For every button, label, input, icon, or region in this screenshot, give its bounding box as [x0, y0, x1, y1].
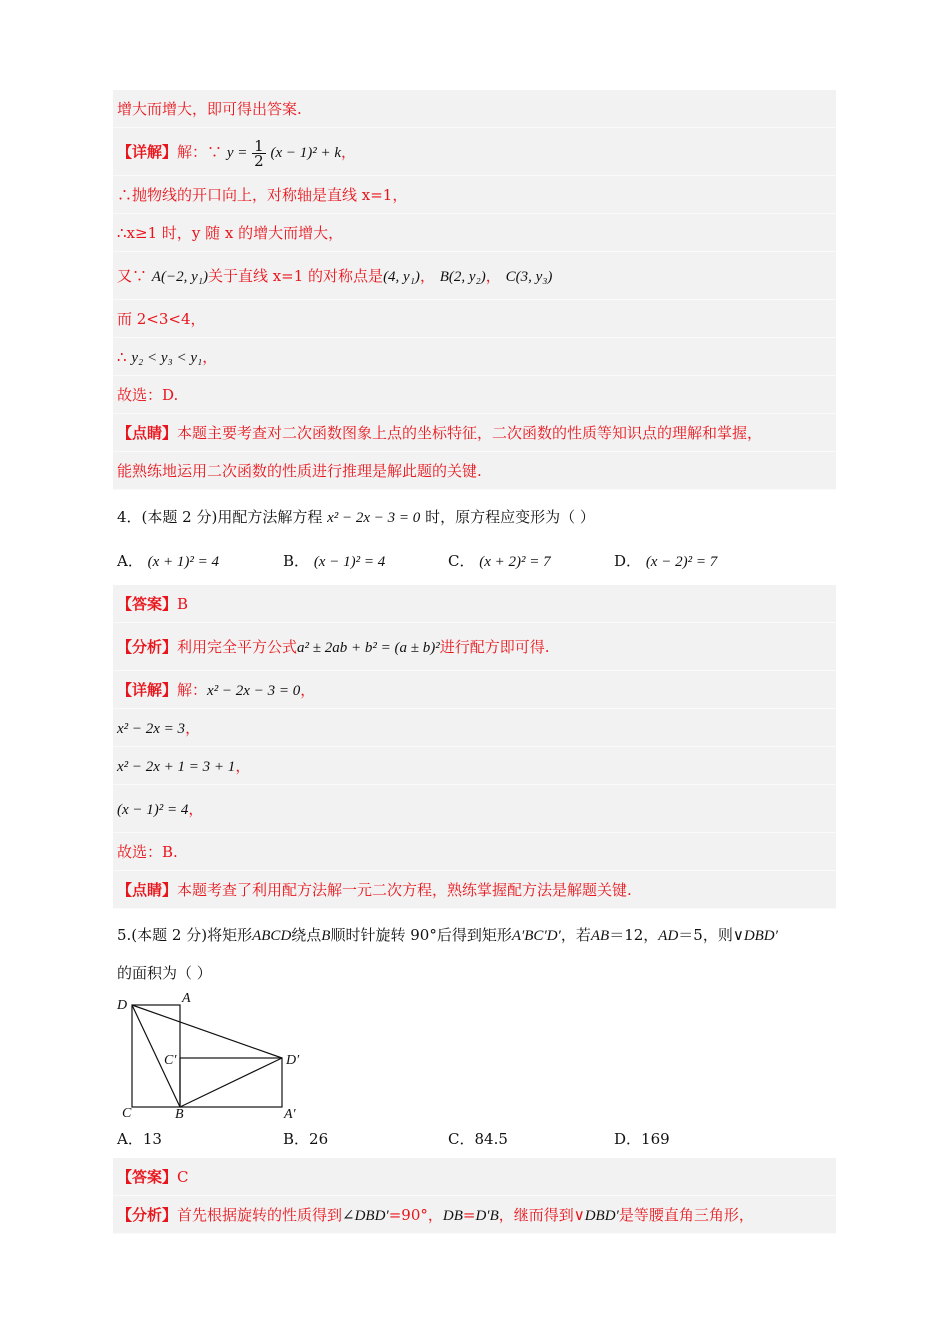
formula: DBD′ — [584, 1208, 619, 1224]
question-4-stem — [117, 506, 595, 527]
solution-line — [113, 90, 836, 128]
text: 又∵ — [117, 267, 148, 285]
formula: AB — [590, 928, 610, 944]
option-c[interactable] — [448, 1128, 508, 1149]
formula: x² − 2x − 3 = 0 — [207, 683, 301, 699]
text: 时，原方程应变形为（ ） — [425, 508, 595, 526]
formula: (4, y₁) — [383, 269, 420, 285]
option-d[interactable] — [614, 550, 717, 571]
question-5-stem-line2 — [117, 962, 212, 983]
option-value: 169 — [641, 1130, 670, 1148]
option-b[interactable] — [283, 1128, 328, 1149]
text: ，继而得到∨ — [498, 1206, 585, 1224]
formula: B — [321, 928, 331, 944]
solution-line — [113, 252, 836, 300]
text: 进行配方即可得. — [439, 638, 550, 656]
formula: DBD′ — [743, 928, 778, 944]
formula: x² − 2x = 3 — [117, 721, 186, 737]
text: = — [462, 1206, 476, 1224]
solution-line — [113, 214, 836, 252]
analysis-tag: 【分析】 — [117, 1206, 178, 1224]
detail-tag: 【详解】 — [117, 143, 178, 161]
formula: DB — [442, 1208, 463, 1224]
solution-line — [113, 338, 836, 376]
answer-line — [113, 1158, 836, 1196]
text: 顺时针旋转 90°后得到矩形 — [330, 926, 512, 944]
answer-value: B — [177, 595, 189, 613]
formula: a² ± 2ab + b² = (a ± b)² — [297, 640, 440, 656]
option-label: C． — [448, 1130, 475, 1148]
label-d: D — [117, 998, 128, 1013]
option-label: D． — [614, 1130, 642, 1148]
fraction-denominator: 2 — [254, 151, 264, 170]
option-value: 84.5 — [474, 1130, 508, 1148]
formula: B(2, y₂) — [439, 269, 486, 285]
text: ， — [202, 348, 218, 366]
text: 解： — [177, 681, 208, 699]
fraction — [252, 136, 266, 170]
option-a[interactable] — [117, 1128, 162, 1149]
step-line — [113, 709, 836, 747]
text: ∴x≥1 时，y 随 x 的增大而增大， — [117, 224, 344, 242]
solution-line — [113, 300, 836, 338]
answer-tag: 【答案】 — [117, 595, 178, 613]
choose-line — [113, 833, 836, 871]
formula: A′BC′D′ — [511, 928, 561, 944]
option-label: A． — [117, 1130, 143, 1148]
option-label: A． — [117, 552, 143, 570]
text: 的面积为（ ） — [117, 964, 212, 982]
detail-line — [113, 671, 836, 709]
solution-line — [113, 376, 836, 414]
text: 5.(本题 2 分)将矩形 — [117, 926, 253, 944]
text: ∴ — [117, 348, 127, 366]
option-label: B． — [283, 552, 310, 570]
formula: (x − 2)² = 7 — [645, 554, 718, 570]
text: 关于直线 x=1 的对称点是 — [207, 267, 384, 285]
text: ， — [235, 757, 251, 775]
solution-line — [113, 452, 836, 490]
text: 增大而增大，即可得出答案. — [117, 100, 302, 118]
text: 而 2<3<4， — [117, 310, 206, 328]
option-value: 26 — [309, 1130, 329, 1148]
formula: (x − 1)² = 4 — [117, 802, 189, 818]
formula: AD — [658, 928, 679, 944]
text: ， — [485, 267, 501, 285]
detail-tag: 【详解】 — [117, 681, 178, 699]
text: ， — [185, 719, 201, 737]
formula: (x − 1)² + k — [270, 145, 341, 161]
analysis-tag: 【分析】 — [117, 638, 178, 656]
segment-bd1 — [180, 1058, 282, 1107]
formula: (x − 1)² = 4 — [313, 554, 386, 570]
text: ＝12， — [609, 926, 659, 944]
step-line — [113, 747, 836, 785]
comment-line — [113, 871, 836, 909]
formula: D′B — [475, 1208, 499, 1224]
option-label: D． — [614, 552, 642, 570]
text: ，若 — [560, 926, 591, 944]
text: 能熟练地运用二次函数的性质进行推理是解此题的关键. — [117, 462, 482, 480]
text: 利用完全平方公式 — [177, 638, 298, 656]
segment-dd1 — [132, 1005, 282, 1058]
detail-line — [113, 128, 836, 176]
option-label: B． — [283, 1130, 310, 1148]
text: ∴抛物线的开口向上，对称轴是直线 x=1， — [117, 186, 408, 204]
text: ＝5，则∨ — [678, 926, 744, 944]
formula: x² − 2x − 3 = 0 — [327, 510, 421, 526]
text: =90°， — [388, 1206, 443, 1224]
text: ， — [341, 143, 357, 161]
option-d[interactable] — [614, 1128, 670, 1149]
comment-tag: 【点睛】 — [117, 881, 178, 899]
formula: (x + 1)² = 4 — [147, 554, 220, 570]
text: 故选：B. — [117, 843, 178, 861]
text: 本题主要考查对二次函数图象上点的坐标特征，二次函数的性质等知识点的理解和掌握， — [177, 424, 763, 442]
formula: ∠DBD′ — [342, 1208, 389, 1224]
text: 解：∵ — [177, 143, 223, 161]
label-d1: D′ — [286, 1053, 300, 1068]
label-b: B — [175, 1107, 184, 1118]
formula: y₂ < y₃ < y₁ — [131, 350, 203, 366]
label-c: C — [122, 1106, 132, 1118]
text: ， — [188, 800, 204, 818]
solution-block-q5 — [113, 1158, 836, 1234]
question-5-stem — [117, 924, 778, 945]
answer-line — [113, 585, 836, 623]
solution-block-q4 — [113, 585, 836, 909]
text: ， — [300, 681, 316, 699]
analysis-line — [113, 623, 836, 671]
formula: C(3, y₃) — [505, 269, 553, 285]
text: 是等腰直角三角形， — [618, 1206, 754, 1224]
formula: A(−2, y₁) — [151, 269, 208, 285]
answer-value: C — [177, 1168, 189, 1186]
rectangle-rotation-figure — [112, 990, 312, 1118]
label-a1: A′ — [284, 1107, 296, 1118]
comment-tag: 【点睛】 — [117, 424, 178, 442]
text: ， — [419, 267, 435, 285]
option-label: C． — [448, 552, 475, 570]
label-a: A — [182, 991, 191, 1006]
text: 绕点 — [291, 926, 322, 944]
solution-line — [113, 176, 836, 214]
analysis-line — [113, 1196, 836, 1234]
text: 首先根据旋转的性质得到 — [177, 1206, 343, 1224]
text: 4．(本题 2 分)用配方法解方程 — [117, 508, 323, 526]
solution-block-q3 — [113, 90, 836, 490]
text: 本题考查了利用配方法解一元二次方程，熟练掌握配方法是解题关键. — [177, 881, 632, 899]
formula: (x + 2)² = 7 — [479, 554, 551, 570]
step-line — [113, 785, 836, 833]
option-c[interactable] — [448, 550, 551, 571]
option-b[interactable] — [283, 550, 385, 571]
option-value: 13 — [142, 1130, 162, 1148]
formula: y = — [226, 145, 248, 161]
comment-line — [113, 414, 836, 452]
option-a[interactable] — [117, 550, 219, 571]
formula: ABCD — [252, 928, 292, 944]
label-c1: C′ — [164, 1053, 177, 1068]
answer-tag: 【答案】 — [117, 1168, 178, 1186]
fraction-numerator: 1 — [254, 136, 264, 155]
text: 故选：D. — [117, 386, 179, 404]
formula: x² − 2x + 1 = 3 + 1 — [117, 759, 236, 775]
